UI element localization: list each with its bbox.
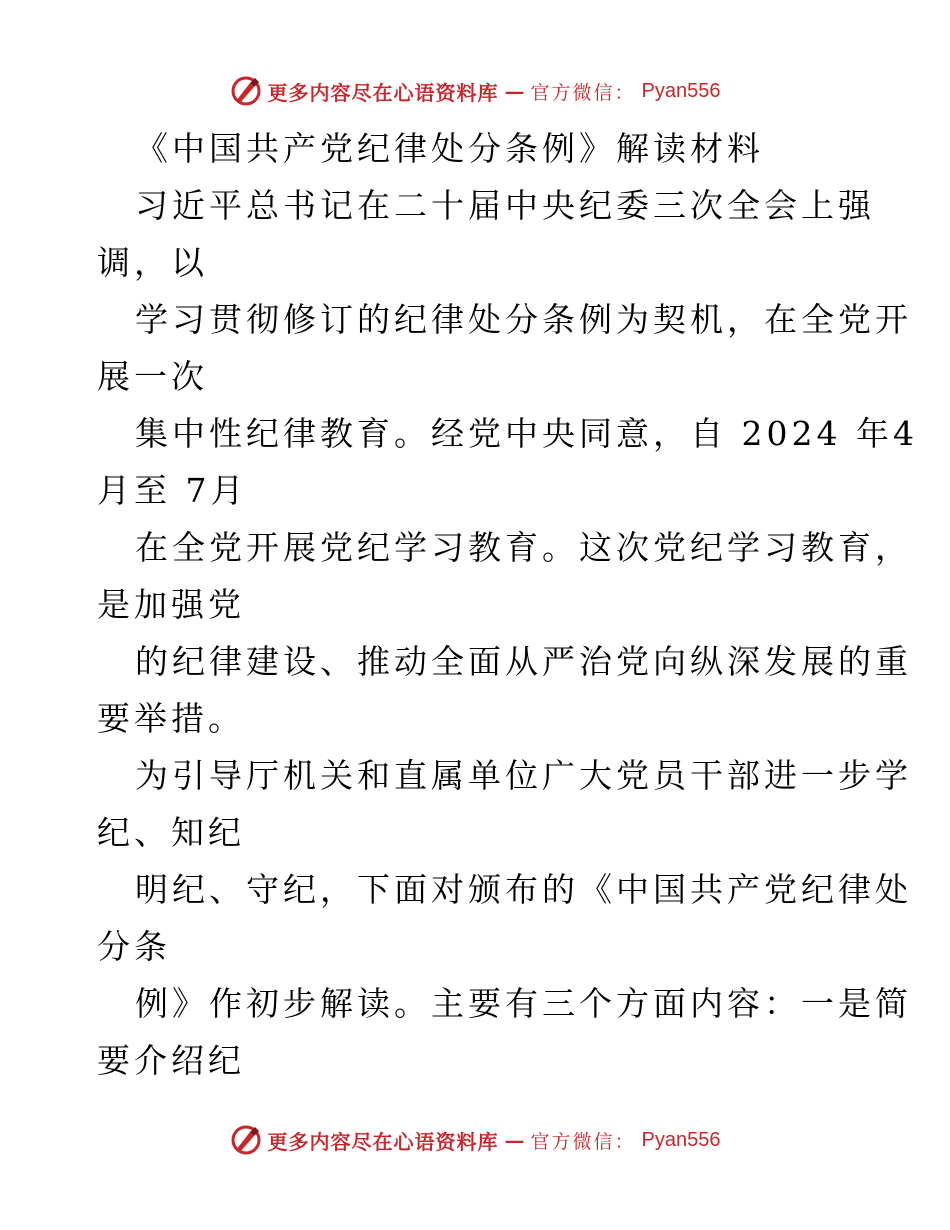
text-line: 为引导厅机关和直属单位广大党员干部进一步学: [135, 756, 912, 795]
text-line: 月至 7月: [97, 471, 248, 510]
text-line: 集中性纪律教育。经党中央同意，自 2024 年4: [135, 414, 918, 453]
text-line: 要举措。: [97, 699, 245, 738]
banner-text: 更多内容尽在心语资料库: [267, 80, 499, 105]
text-line: 展一次: [97, 357, 208, 396]
banner-wechat-id: Pyan556: [641, 79, 721, 102]
text-line: 要介绍纪: [97, 1041, 245, 1080]
banner-separator: —: [504, 79, 525, 103]
banner-wechat-id: Pyan556: [641, 1128, 721, 1151]
document-body: [97, 120, 918, 1089]
text-line: 纪、知纪: [97, 813, 245, 852]
text-line: 是加强党: [97, 585, 245, 624]
text-line: 的纪律建设、推动全面从严治党向纵深发展的重: [135, 642, 912, 681]
banner-wechat-label: 官方微信：: [530, 81, 636, 104]
text-line: 明纪、守纪，下面对颁布的《中国共产党纪律处: [135, 870, 912, 909]
text-line: 学习贯彻修订的纪律处分条例为契机，在全党开: [135, 300, 912, 339]
text-line: 习近平总书记在二十届中央纪委三次全会上强: [135, 186, 875, 225]
banner-separator: —: [504, 1128, 525, 1152]
pen-logo-icon: [230, 75, 262, 107]
header-banner: [0, 71, 950, 111]
text-line: 《中国共产党纪律处分条例》解读材料: [135, 129, 764, 168]
text-line: 在全党开展党纪学习教育。这次党纪学习教育，: [135, 528, 912, 567]
banner-wechat-label: 官方微信：: [530, 1130, 636, 1153]
text-line: 分条: [97, 927, 171, 966]
text-line: 例》作初步解读。主要有三个方面内容：一是简: [135, 984, 912, 1023]
text-line: 调，以: [97, 243, 208, 282]
banner-text: 更多内容尽在心语资料库: [267, 1129, 499, 1154]
pen-logo-icon: [230, 1124, 262, 1156]
footer-banner: [0, 1120, 950, 1160]
